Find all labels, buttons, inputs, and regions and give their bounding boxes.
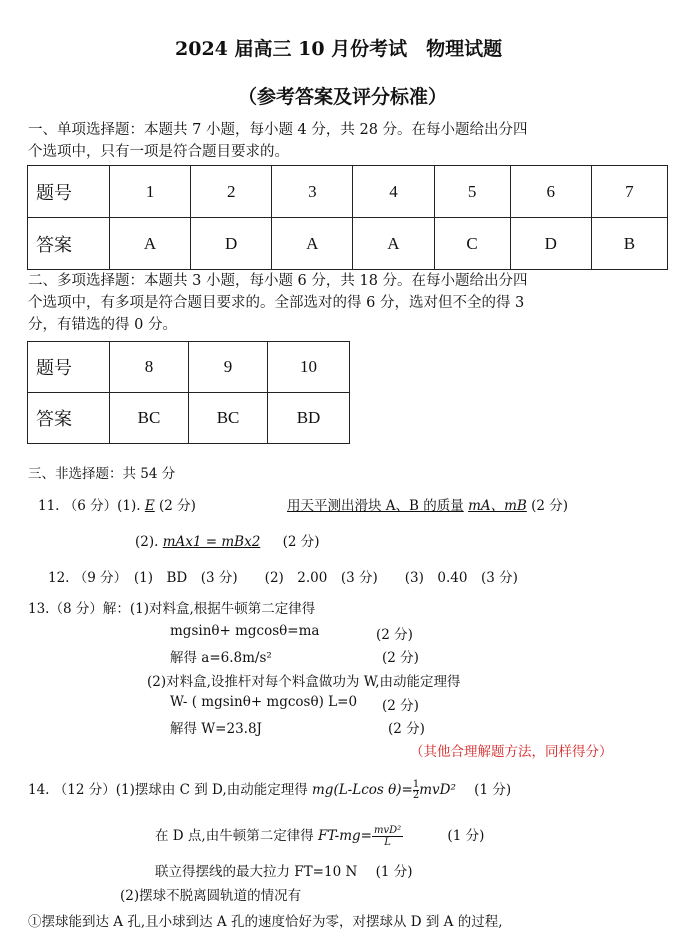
- q14-head-text: 14. （12 分）(1)摆球由 C 到 D,由动能定理得: [28, 782, 308, 798]
- q14-eq1-tail: mvD²: [419, 782, 456, 798]
- q14-part5: ①摆球能到达 A 孔,且小球到达 A 孔的速度恰好为零，对摆球从 D 到 A 的过程,: [28, 914, 503, 930]
- q14-part3-text: 联立得摆线的最大拉力 FT=10 N: [155, 864, 358, 880]
- q14-part2-text: 在 D 点,由牛顿第二定律得: [155, 828, 314, 844]
- q14-eq2: FT-mg=: [318, 828, 372, 844]
- part2-intro-line3: 分，有错选的得 0 分。: [28, 317, 177, 333]
- question-number: 2: [191, 166, 272, 218]
- answer-cell: BC: [110, 393, 189, 444]
- row-label-answer: 答案: [28, 218, 110, 270]
- q13-eq1: mgsinθ+ mgcosθ=ma: [170, 623, 320, 639]
- question-number: 3: [272, 166, 353, 218]
- q14-part3-score: (1 分): [375, 864, 413, 880]
- q11-equation-score: (2 分): [282, 534, 320, 550]
- q11-method: 用天平测出滑块 A、B 的质量: [287, 498, 464, 514]
- table-row: [28, 218, 668, 270]
- question-number: 7: [591, 166, 667, 218]
- part1-intro-line2: 个选项中，只有一项是符合题目要求的。: [28, 144, 289, 160]
- q13-eq2-score: (2 分): [382, 650, 419, 666]
- q14-eq1: mg(L-Lcos θ)=: [312, 782, 413, 798]
- q11-equation: mAx1 = mBx2: [162, 534, 261, 550]
- q14-part2: [155, 824, 484, 848]
- q14-part4: (2)摆球不脱离圆轨道的情况有: [120, 888, 302, 904]
- fraction-numerator: mvD²: [373, 825, 402, 836]
- part1-answer-table: [27, 165, 668, 270]
- table-row: [28, 166, 668, 218]
- page-title: 2024 届高三 10 月份考试 物理试题: [175, 38, 503, 60]
- fraction-denominator: L: [384, 837, 391, 848]
- q11-line2: [135, 530, 320, 550]
- question-number: 9: [189, 342, 268, 393]
- table-row: [28, 342, 350, 393]
- answer-cell: A: [272, 218, 353, 270]
- q11-method-score: (2 分): [531, 498, 569, 514]
- q13-eq4: 解得 W=23.8J: [170, 721, 262, 737]
- q13-eq3: W- ( mgsinθ+ mgcosθ) L=0: [170, 694, 358, 710]
- q13-eq4-score: (2 分): [388, 721, 425, 737]
- half-fraction: $\frac{1}{2}$: [412, 779, 420, 801]
- q14-head: [28, 778, 511, 801]
- q13-eq3-score: (2 分): [382, 698, 419, 714]
- row-label-answer: 答案: [28, 393, 110, 444]
- q13-part2: (2)对料盒,设推杆对每个料盒做功为 W,由动能定理得: [147, 674, 461, 690]
- part1-intro-line1: 一、单项选择题：本题共 7 小题，每小题 4 分，共 28 分。在每小题给出分四: [28, 122, 528, 138]
- q11-line1: [38, 494, 196, 514]
- q14-fraction: [372, 825, 403, 848]
- q12-line: 12. （9 分） (1) BD (3 分) (2) 2.00 (3 分) (3) 0.40 (3 分): [48, 570, 518, 586]
- part2-answer-table: [27, 341, 350, 444]
- q11-answer: E: [144, 498, 155, 514]
- question-number: 10: [268, 342, 350, 393]
- q13-note: （其他合理解题方法，同样得分）: [410, 744, 613, 760]
- q13-head: 13.（8 分）解：(1)对料盒,根据牛顿第二定律得: [28, 601, 316, 617]
- answer-cell: BC: [189, 393, 268, 444]
- q14-eq1-score: (1 分): [474, 782, 512, 798]
- answer-cell: D: [191, 218, 272, 270]
- q14-part3: [155, 860, 412, 880]
- question-number: 6: [510, 166, 591, 218]
- table-row: [28, 393, 350, 444]
- q13-eq1-score: (2 分): [376, 627, 413, 643]
- q11-line1-right: [287, 494, 568, 514]
- question-number: 4: [353, 166, 434, 218]
- question-number: 1: [110, 166, 191, 218]
- q11-score: (2 分): [159, 498, 196, 514]
- q14-eq2-score: (1 分): [447, 828, 485, 844]
- q11-label: 11. （6 分）(1).: [38, 498, 141, 514]
- row-label-number: 题号: [28, 166, 110, 218]
- answer-cell: D: [510, 218, 591, 270]
- answer-cell: A: [110, 218, 191, 270]
- part2-intro-line2: 个选项中，有多项是符合题目要求的。全部选对的得 6 分，选对但不全的得 3: [28, 295, 525, 311]
- answer-cell: A: [353, 218, 434, 270]
- answer-cell: BD: [268, 393, 350, 444]
- question-number: 8: [110, 342, 189, 393]
- part2-intro-line1: 二、多项选择题：本题共 3 小题，每小题 6 分，共 18 分。在每小题给出分四: [28, 273, 528, 289]
- answer-cell: B: [591, 218, 667, 270]
- q13-eq2: 解得 a=6.8m/s²: [170, 650, 272, 666]
- q11-part2-label: (2).: [135, 534, 159, 550]
- answer-cell: C: [434, 218, 510, 270]
- row-label-number: 题号: [28, 342, 110, 393]
- question-number: 5: [434, 166, 510, 218]
- part3-heading: 三、非选择题：共 54 分: [28, 466, 176, 482]
- q11-masses: mA、mB: [468, 498, 527, 514]
- page-subtitle: （参考答案及评分标准）: [238, 86, 448, 108]
